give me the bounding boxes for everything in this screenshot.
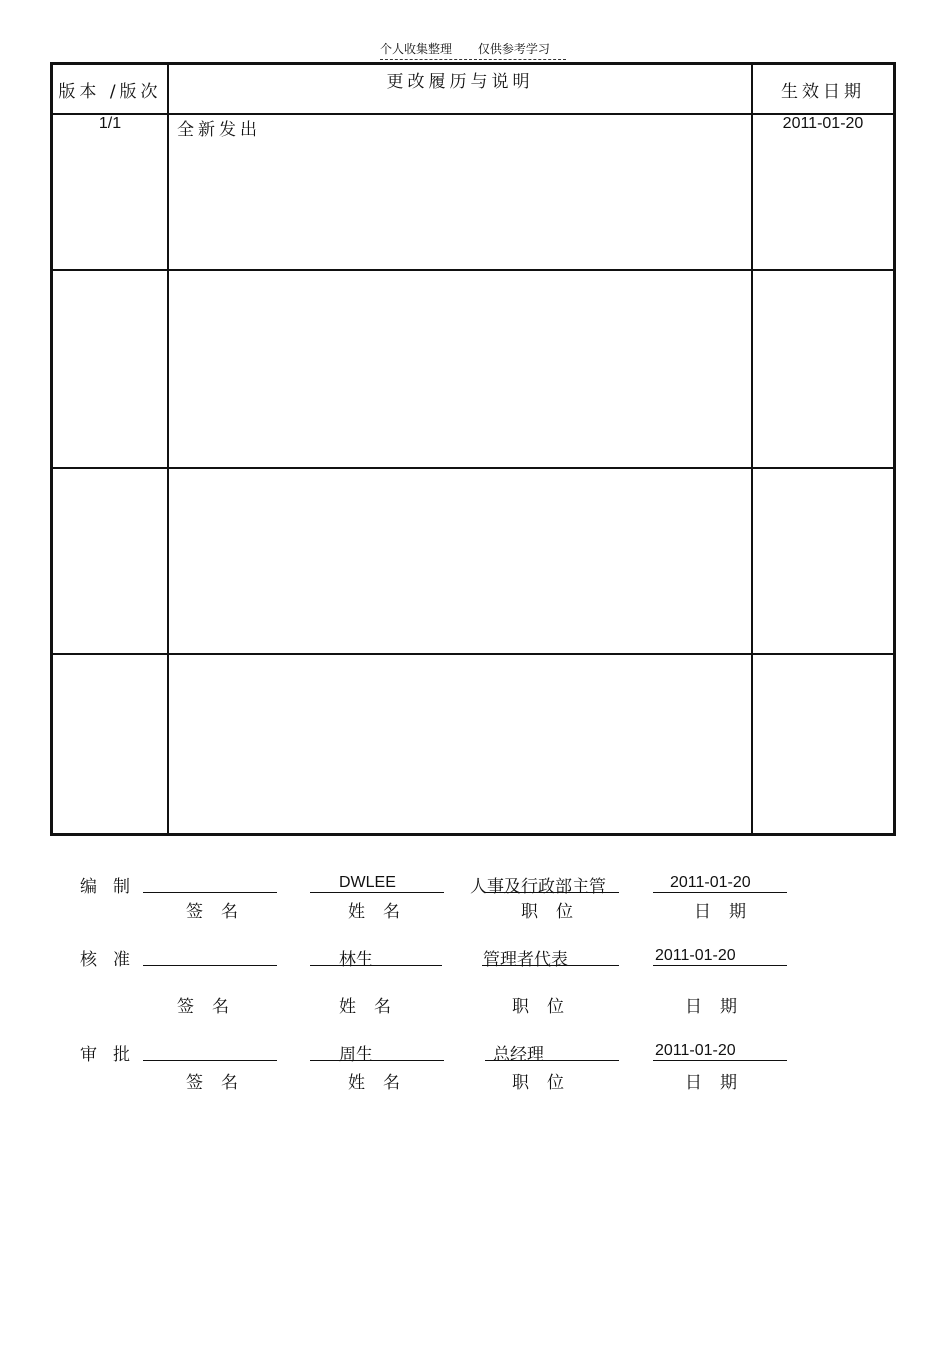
- caption-name: 姓名: [339, 997, 409, 1017]
- authorize-position: 总经理: [493, 1045, 544, 1065]
- approve-signature-line: [143, 945, 277, 966]
- compile-label: 编制: [80, 877, 146, 897]
- header-date: 生效日期: [752, 64, 895, 115]
- approve-name-line: [310, 945, 442, 966]
- caption-signature: 签名: [186, 1073, 256, 1093]
- approve-position: 管理者代表: [483, 950, 568, 970]
- approve-name: 林生: [339, 950, 373, 970]
- row-version: [52, 270, 169, 468]
- authorize-signature-line: [143, 1040, 277, 1061]
- caption-position: 职位: [521, 902, 591, 922]
- header-note: [380, 40, 566, 60]
- header-note-left: 个人收集整理: [380, 42, 453, 56]
- row-date: [752, 468, 895, 654]
- row-description: [168, 270, 752, 468]
- authorize-name: 周生: [339, 1045, 373, 1065]
- caption-position: 职位: [512, 1073, 582, 1093]
- caption-date: 日期: [685, 1073, 755, 1093]
- authorize-date: 2011-01-20: [655, 1042, 736, 1059]
- row-description: [168, 468, 752, 654]
- table-header-row: [52, 64, 895, 115]
- table-row: [52, 114, 895, 270]
- compile-position: 人事及行政部主管: [470, 877, 606, 897]
- row-version: 1/1: [52, 114, 169, 270]
- row-description: 全新发出: [168, 114, 752, 270]
- compile-name: DWLEE: [339, 874, 396, 891]
- row-version: [52, 654, 169, 834]
- table-row: [52, 654, 895, 834]
- header-note-right: 仅供参考学习: [477, 42, 550, 56]
- caption-signature: 签名: [177, 997, 247, 1017]
- authorize-label: 审批: [80, 1045, 146, 1065]
- compile-date: 2011-01-20: [670, 874, 751, 891]
- table-row: [52, 270, 895, 468]
- caption-date: 日期: [694, 902, 764, 922]
- caption-signature: 签名: [186, 902, 256, 922]
- row-description: [168, 654, 752, 834]
- row-version: [52, 468, 169, 654]
- header-version: 版本 /版次: [52, 64, 169, 115]
- revision-history-table: [50, 62, 896, 836]
- caption-name: 姓名: [348, 902, 418, 922]
- approve-date: 2011-01-20: [655, 947, 736, 964]
- approve-label: 核准: [80, 950, 146, 970]
- header-description: 更改履历与说明: [168, 64, 752, 115]
- table-row: [52, 468, 895, 654]
- caption-date: 日期: [685, 997, 755, 1017]
- caption-position: 职位: [512, 997, 582, 1017]
- row-date: [752, 654, 895, 834]
- row-date: [752, 270, 895, 468]
- caption-name: 姓名: [348, 1073, 418, 1093]
- authorize-name-line: [310, 1040, 444, 1061]
- compile-signature-line: [143, 872, 277, 893]
- row-date: 2011-01-20: [752, 114, 895, 270]
